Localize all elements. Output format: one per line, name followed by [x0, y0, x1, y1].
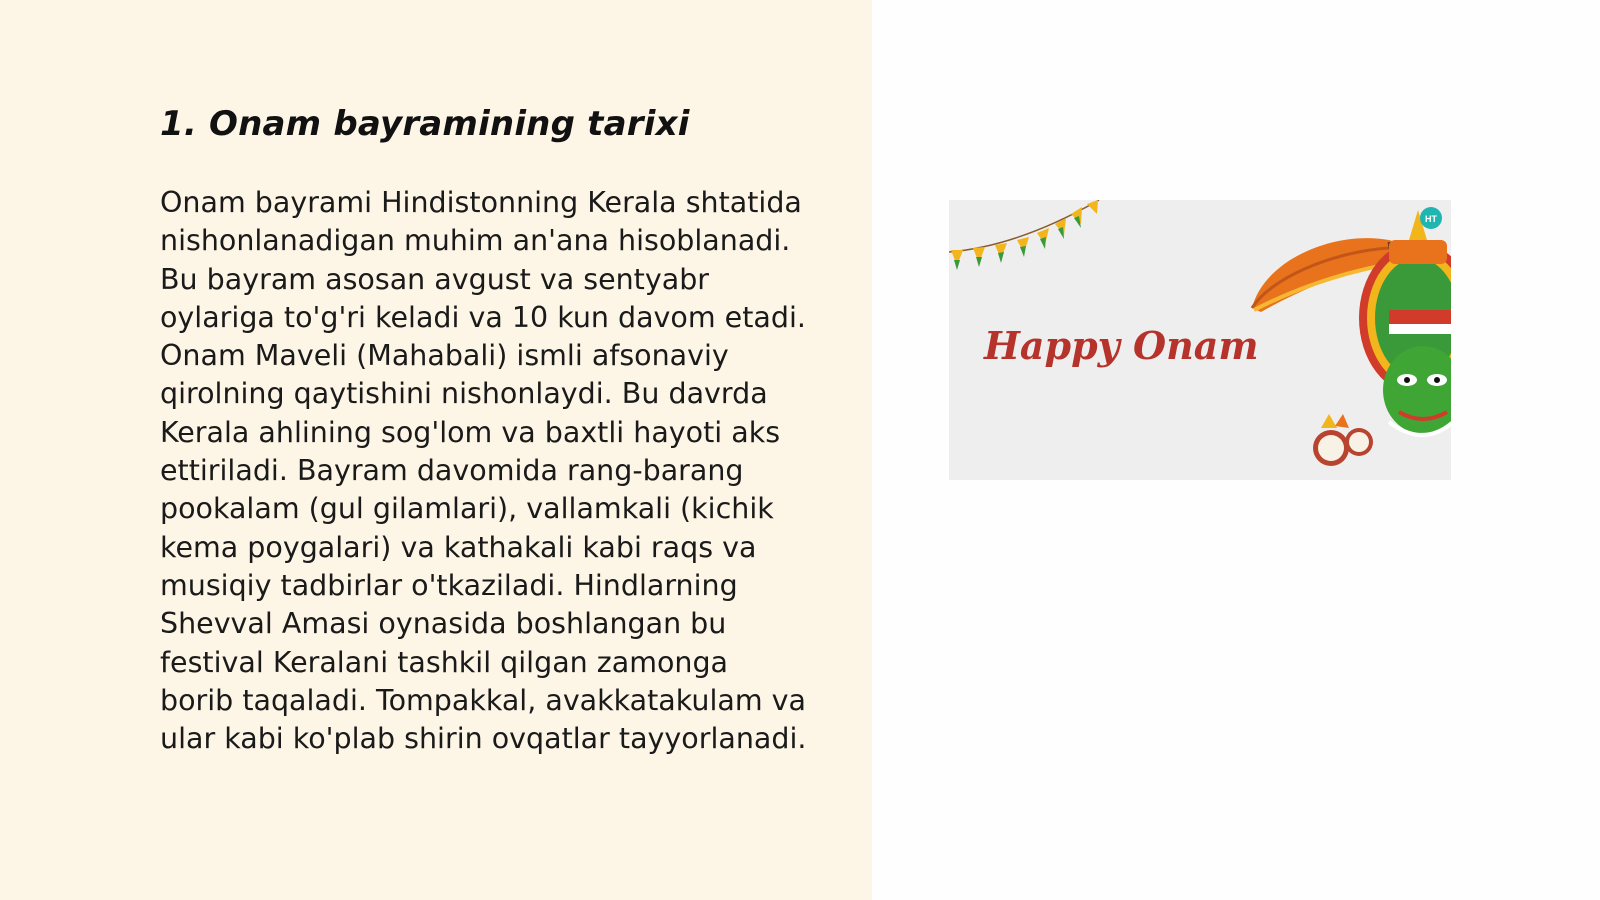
slide-body-text: Onam bayrami Hindistonning Kerala shtatida nishonlanadigan muhim an'ana hisoblanadi. Bu bayram asosan avgust va sentyabr oylariga to'g'ri keladi va 10 kun davom etadi. Onam Maveli (Mahabali) ismli afsonaviy qirolning qaytishini nishonlaydi. Bu davrda Kerala ahlining sog'lom va baxtli hayoti aks ettiriladi. Bayram davomida rang-barang pookalam (gul gilamlari), vallamkali (kichik kema poygalari) va kathakali kabi raqs va musiqiy tadbirlar o'tkaziladi. Hindlarning Shevval Amasi oynasida boshlangan bu festival Keralani tashkil qilgan zamonga borib taqaladi. Tompakkal, avakkatakulam va ular kabi ko'plab shirin ovqatlar tayyorlanadi.: [160, 186, 807, 756]
onam-illustration: [949, 200, 1451, 480]
greeting-text: Happy Onam: [984, 323, 1259, 368]
ht-badge-text: HT: [1425, 214, 1437, 224]
happy-onam-image: [949, 200, 1451, 480]
slide-heading: 1. Onam bayramining tarixi: [160, 104, 690, 144]
